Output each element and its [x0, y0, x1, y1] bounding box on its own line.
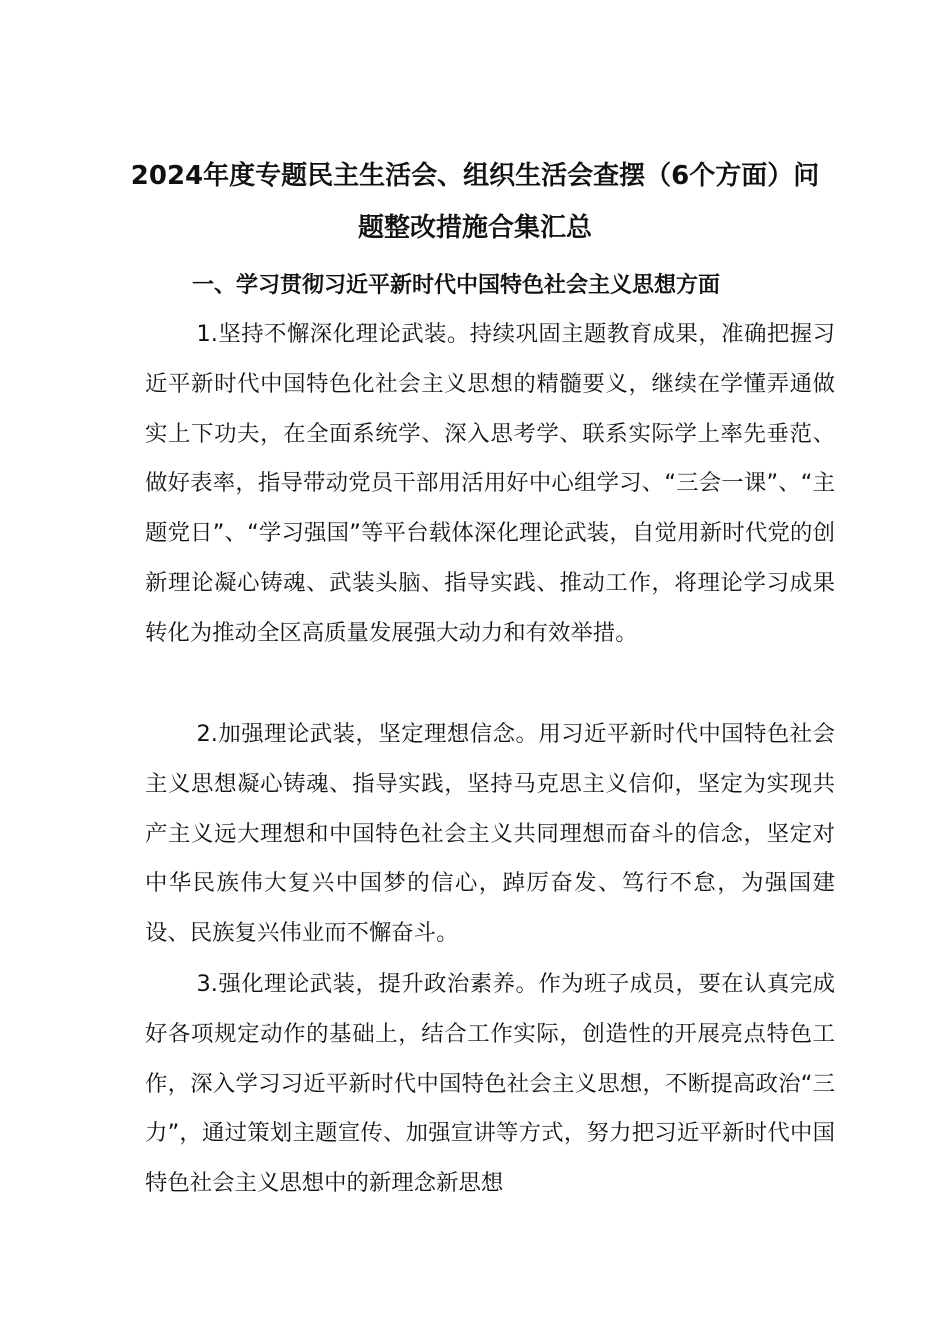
document-title: 2024年度专题民主生活会、组织生活会查摆（6个方面）问题整改措施合集汇总 [130, 161, 820, 243]
paragraph-1: 1.坚持不懈深化理论武装。持续巩固主题教育成果，准确把握习近平新时代中国特色化社会主义思想的精髓要义，继续在学懂弄通做实上下功夫，在全面系统学、深入思考学、联系实际学上率先垂范、做好表率，指导带动党员干部用活用好中心组学习、“三会一课”、“主题党日”、“学习强国”等平台载体深化理论武装，自觉用新时代党的创新理论凝心铸魂、武装头脑、指导实践、推动工作，将理论学习成果转化为推动全区高质量发展强大动力和有效举措。 [145, 321, 835, 646]
paragraph-2: 2.加强理论武装，坚定理想信念。用习近平新时代中国特色社会主义思想凝心铸魂、指导实践，坚持马克思主义信仰，坚定为实现共产主义远大理想和中国特色社会主义共同理想而奋斗的信念，坚定对中华民族伟大复兴中国梦的信心，踔厉奋发、笃行不怠，为强国建设、民族复兴伟业而不懈奋斗。 [145, 721, 835, 947]
section-heading: 一、学习贯彻习近平新时代中国特色社会主义思想方面 [192, 273, 721, 298]
paragraph-3: 3.强化理论武装，提升政治素养。作为班子成员，要在认真完成好各项规定动作的基础上，结合工作实际，创造性的开展亮点特色工作，深入学习习近平新时代中国特色社会主义思想，不断提高政治“三力”，通过策划主题宣传、加强宣讲等方式，努力把习近平新时代中国特色社会主义思想中的新理念新思想 [145, 971, 835, 1197]
